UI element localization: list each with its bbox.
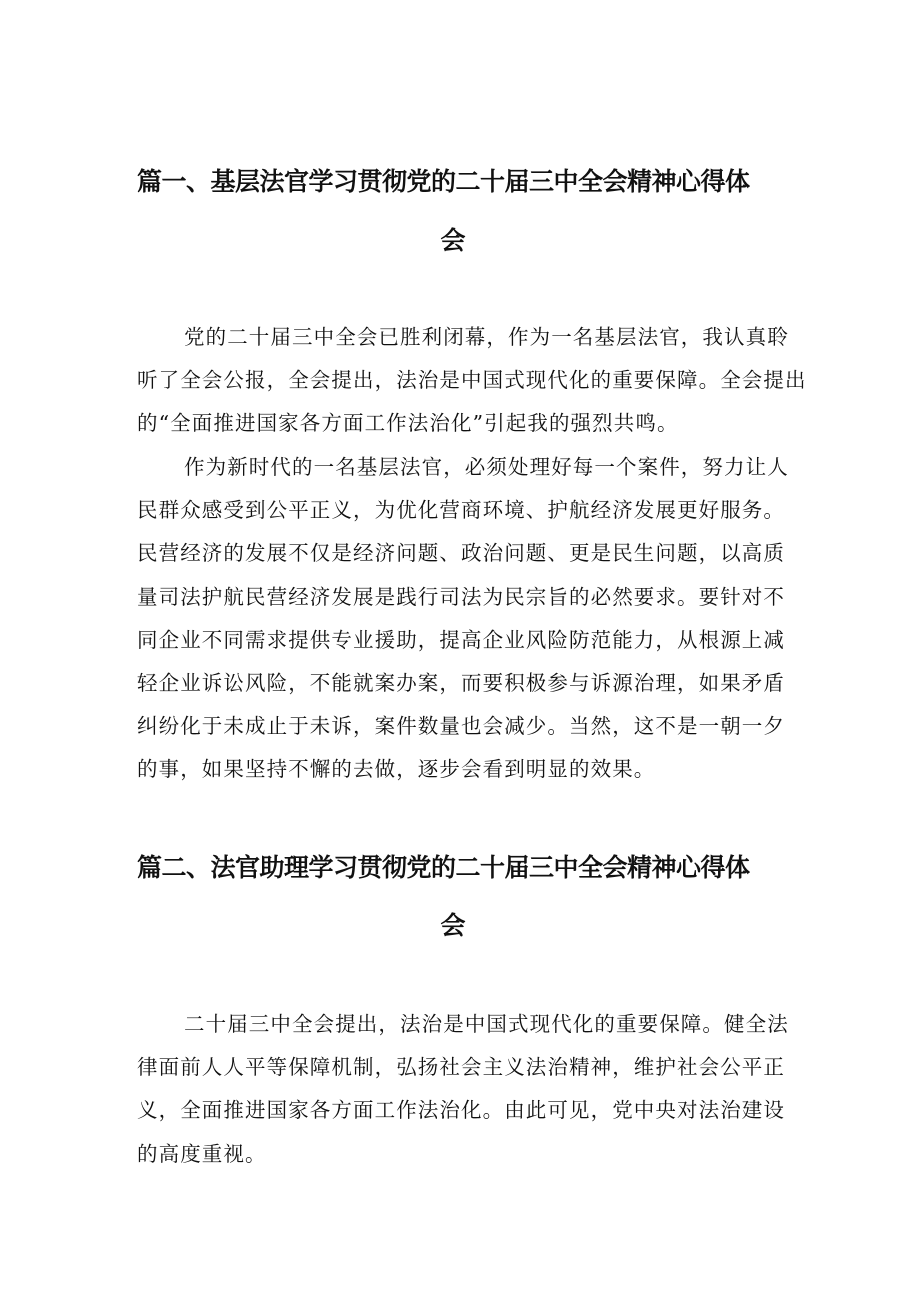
text-line: 民营经济的发展不仅是经济问题、政治问题、更是民生问题，以高质: [137, 541, 785, 566]
text-line: 同企业不同需求提供专业援助，提高企业风险防范能力，从根源上减: [137, 627, 785, 652]
text-line: 的“全面推进国家各方面工作法治化”引起我的强烈共鸣。: [137, 411, 679, 436]
section1-paragraph-1: [137, 316, 807, 446]
text-line: 党的二十届三中全会已胜利闭幕，作为一名基层法官，我认真聆: [184, 325, 789, 349]
text-line: 民群众感受到公平正义，为优化营商环境、护航经济发展更好服务。: [137, 498, 785, 523]
text-line: 听了全会公报，全会提出，法治是中国式现代化的重要保障。全会提出: [137, 368, 807, 393]
section1-paragraph-2: [137, 446, 797, 792]
text-line: 纠纷化于未成止于未诉，案件数量也会减少。当然，这不是一朝一夕: [137, 714, 785, 739]
text-line: 的事，如果坚持不懈的去做，逐步会看到明显的效果。: [137, 757, 656, 782]
text-line: 轻企业诉讼风险，不能就案办案，而要积极参与诉源治理，如果矛盾: [137, 671, 785, 696]
section1-title: 篇一、基层法官学习贯彻党的二十届三中全会精神心得体: [137, 167, 750, 196]
text-line: 二十届三中全会提出，法治是中国式现代化的重要保障。健全法: [184, 1012, 789, 1036]
section2-title: 篇二、法官助理学习贯彻党的二十届三中全会精神心得体: [137, 853, 750, 882]
section2-paragraph-1: [137, 1003, 797, 1176]
text-line: 律面前人人平等保障机制，弘扬社会主义法治精神，维护社会公平正: [137, 1055, 785, 1080]
text-line: 作为新时代的一名基层法官，必须处理好每一个案件，努力让人: [184, 455, 789, 479]
text-line: 量司法护航民营经济发展是践行司法为民宗旨的必然要求。要针对不: [137, 584, 785, 609]
section1-title-tail: 会: [440, 226, 466, 255]
text-line: 义，全面推进国家各方面工作法治化。由此可见，党中央对法治建设: [137, 1098, 785, 1123]
section2-title-tail: 会: [440, 911, 466, 940]
text-line: 的高度重视。: [137, 1141, 267, 1166]
